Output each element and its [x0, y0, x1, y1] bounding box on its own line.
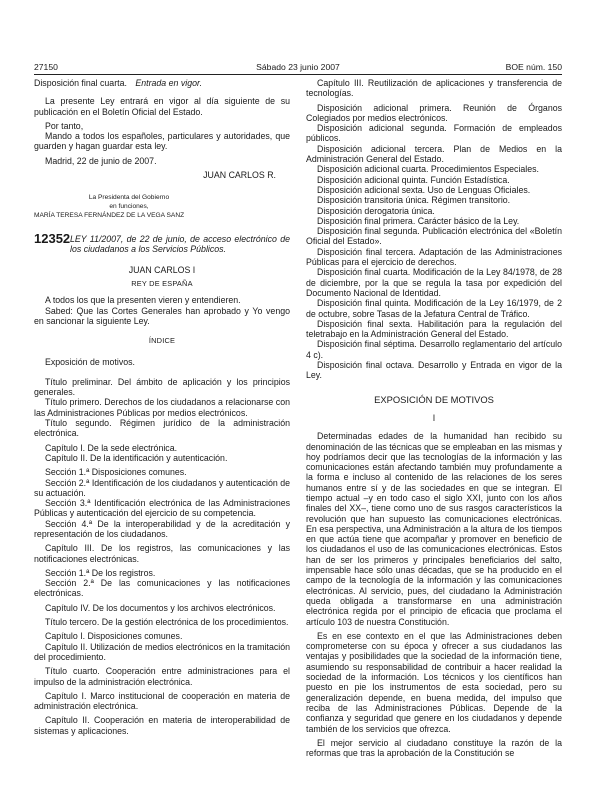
mando-paragraph: Mando a todos los españoles, particulares y autoridades, que guarden y hagan guardar esta ley.: [34, 131, 290, 152]
por-tanto: Por tanto,: [45, 120, 84, 131]
index-item: Disposición adicional cuarta. Procedimientos Especiales.: [317, 164, 539, 175]
law-number: 12352: [34, 231, 71, 247]
index-item: Título tercero. De la gestión electrónica de los procedimientos.: [45, 617, 289, 628]
entry-into-force-paragraph: La presente Ley entrará en vigor al día siguiente de su publicación en el Boletín Oficial del Estado.: [34, 96, 290, 117]
index-item: Sección 1.ª Disposiciones comunes.: [45, 467, 187, 478]
page-number: 27150: [34, 62, 58, 72]
index-item: Sección 2.ª Identificación de los ciudadanos y autenticación de su actuación.: [34, 477, 290, 498]
index-item: Capítulo II. De la identificación y autenticación.: [45, 452, 228, 463]
section-title: EXPOSICIÓN DE MOTIVOS: [374, 393, 494, 405]
law-heading: [34, 231, 290, 255]
index-item: Disposición transitoria única. Régimen transitorio.: [317, 195, 511, 206]
issue-date: Sábado 23 junio 2007: [256, 62, 340, 72]
index-title: ÍNDICE: [148, 336, 176, 346]
index-item: Sección 1.ª De los registros.: [45, 567, 156, 578]
index-item: Capítulo I. De la sede electrónica.: [45, 442, 178, 453]
index-item: Capítulo I. Disposiciones comunes.: [45, 631, 183, 642]
index-item: Título segundo. Régimen jurídico de la administración electrónica.: [34, 418, 290, 439]
roman-numeral: I: [432, 412, 436, 423]
body-paragraph: Determinadas edades de la humanidad han recibido su denominación de las técnicas que se empleaban en las mismas y hoy podríamos decir que las tecnologías de la información y las comunicaciones están afectando también muy profundamente a la forma e incluso al contenido de las relaciones de los seres humanos entre sí y de las sociedades en que se integran. El tiempo actual –y en todo caso el siglo XXI, junto con los años finales del XX–, tiene como uno de sus rasgos característicos la revolución que han supuesto las comunicaciones electrónicas. En esa perspectiva, una Administración a la altura de los tiempos en que actúa tiene que acompañar y promover en beneficio de los ciudadanos el uso de las comunicaciones electrónicas. Estos han de ser los primeros y principales beneficiarios del salto, impensable hace sólo unas décadas, que se ha producido en el campo de la tecnología de la información y las comunicaciones electrónicas. Al servicio, pues, del ciudadano la Administración queda obligada a transformarse en una administración electrónica regida por el principio de eficacia que proclama el artículo 103 de nuestra Constitución.: [306, 431, 562, 627]
index-item: Disposición adicional quinta. Función Estadística.: [317, 174, 510, 185]
right-column: [306, 78, 562, 762]
king-title: REY DE ESPAÑA: [131, 279, 193, 289]
index-item: Capítulo II. Utilización de medios electrónicos en la tramitación del procedimiento.: [34, 641, 290, 662]
president-line-2: en funciones,: [109, 202, 149, 210]
index-item: Capítulo III. Reutilización de aplicaciones y transferencia de tecnologías.: [306, 78, 562, 99]
index-item: Disposición adicional segunda. Formación de empleados públicos.: [306, 123, 562, 144]
index-item: Capítulo III. De los registros, las comunicaciones y las notificaciones electrónicas.: [34, 543, 290, 564]
final-provision-paragraph: [34, 78, 290, 88]
final-provision-title: Entrada en vigor.: [135, 78, 203, 88]
index-item: Título preliminar. Del ámbito de aplicación y los principios generales.: [34, 376, 290, 398]
index-item: Capítulo IV. De los documentos y los archivos electrónicos.: [45, 602, 276, 613]
final-provision-label: Disposición final cuarta.: [34, 78, 127, 88]
index-item: Sección 2.ª De las comunicaciones y las notificaciones electrónicas.: [34, 578, 290, 599]
header-rule: [34, 74, 562, 75]
index-item: Disposición derogatoria única.: [317, 205, 435, 216]
body-paragraph: El mejor servicio al ciudadano constituye la razón de la reformas que tras la aprobación de la Constitución se: [306, 737, 562, 759]
index-item: Disposición final cuarta. Modificación de la Ley 84/1978, de 28 de diciembre, por la que se regula la tasa por expedición del Documento Nacional de Identidad.: [306, 267, 562, 298]
index-item: Capítulo II. Cooperación en materia de interoperabilidad de sistemas y aplicaciones.: [34, 715, 290, 736]
index-item: Disposición adicional primera. Reunión de Órganos Colegiados por medios electrónicos.: [306, 102, 562, 123]
index-item: Disposición final octava. Desarrollo y Entrada en vigor de la Ley.: [306, 360, 562, 381]
page-header: [34, 60, 562, 74]
boe-number: BOE núm. 150: [505, 62, 562, 72]
king-name: JUAN CARLOS I: [128, 264, 196, 275]
index-item: Exposición de motivos.: [45, 356, 135, 367]
index-item: Sección 3.ª Identificación electrónica de las Administraciones Públicas y autenticación del ejercicio de su competencia.: [34, 498, 290, 519]
index-item: Capítulo I. Marco institucional de cooperación en materia de administración electrónica.: [34, 690, 290, 712]
index-item: Disposición final sexta. Habilitación para la regulación del teletrabajo en la Administración General del Estado.: [306, 318, 562, 340]
law-title: LEY 11/2007, de 22 de junio, de acceso electrónico de los ciudadanos a los Servicios Públicos.: [70, 234, 290, 255]
index-item: Disposición final segunda. Publicación electrónica del «Boletín Oficial del Estado».: [306, 226, 562, 247]
king-signature: JUAN CARLOS R.: [203, 170, 276, 181]
president-line-1: La Presidenta del Gobierno: [88, 194, 170, 202]
index-item: Disposición adicional sexta. Uso de Lenguas Oficiales.: [317, 184, 531, 195]
index-item: Sección 4.ª De la interoperabilidad y de la acreditación y representación de los ciudadanos.: [34, 518, 290, 539]
vieren-paragraph: A todos los que la presenten vieren y entendieren.: [45, 295, 241, 306]
index-item: Disposición final primera. Carácter básico de la Ley.: [317, 215, 520, 226]
index-item: Título primero. Derechos de los ciudadanos a relacionarse con las Administraciones Públicas por medios electrónicos.: [34, 397, 290, 418]
index-item: Disposición adicional tercera. Plan de Medios en la Administración General del Estado.: [306, 143, 562, 165]
body-paragraph: Es en ese contexto en el que las Administraciones deben comprometerse con su época y ofrecer a sus ciudadanos las ventajas y posibilidades que la sociedad de la información tiene, asumiendo su responsabilidad de contribuir a hacer realidad la sociedad de la información. Los técnicos y los científicos han puesto en pie los instrumentos de esta sociedad, pero su generalización depende, en buena medida, del impulso que reciba de las Administraciones Públicas. Depende de la confianza y seguridad que genere en los ciudadanos y depende también de los servicios que ofrezca.: [306, 630, 562, 734]
index-item: Disposición final tercera. Adaptación de las Administraciones Públicas para el ejercicio de derechos.: [306, 246, 562, 268]
left-column: [34, 78, 290, 740]
madrid-date: Madrid, 22 de junio de 2007.: [45, 155, 157, 166]
president-name: MARÍA TERESA FERNÁNDEZ DE LA VEGA SANZ: [34, 211, 185, 219]
index-item: Disposición final séptima. Desarrollo reglamentario del artículo 4 c).: [306, 339, 562, 360]
index-item: Título cuarto. Cooperación entre administraciones para el impulso de la administración electrónica.: [34, 666, 290, 687]
index-item: Disposición final quinta. Modificación de la Ley 16/1979, de 2 de octubre, sobre Tasas de la Jefatura Central de Tráfico.: [306, 298, 562, 319]
sabed-paragraph: Sabed: Que las Cortes Generales han aprobado y Yo vengo en sancionar la siguiente Ley.: [34, 305, 290, 326]
